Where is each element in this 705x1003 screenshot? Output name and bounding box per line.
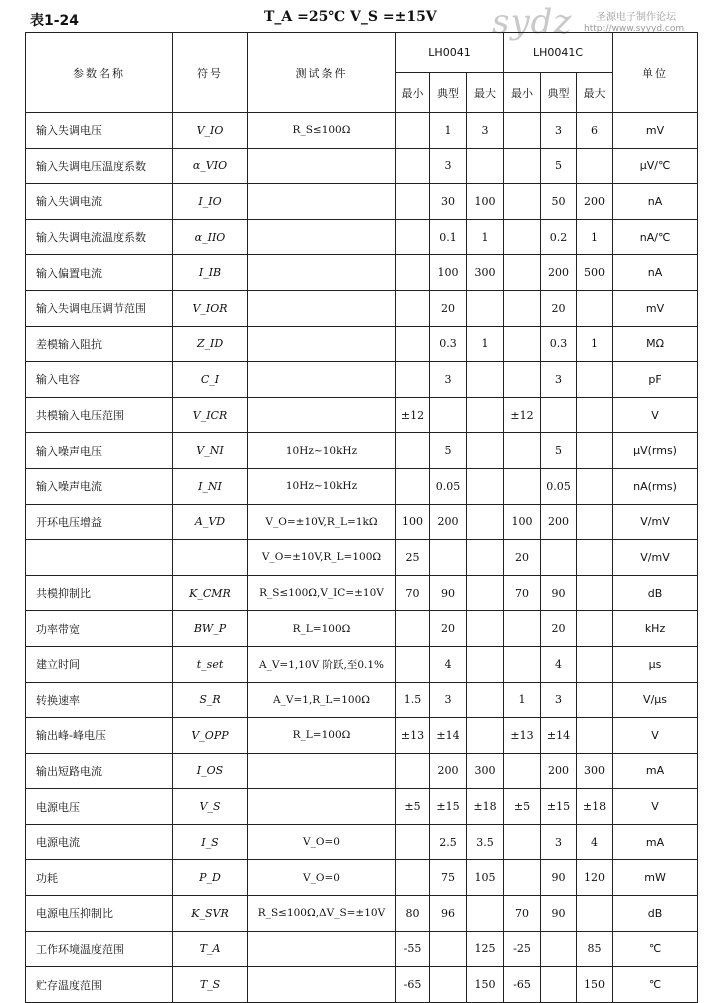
lh0041-typ-cell: 1 (430, 113, 467, 149)
lh0041-max-cell: 105 (467, 860, 504, 896)
table-row (26, 255, 698, 291)
table-row (26, 362, 698, 398)
table-row (26, 397, 698, 433)
table-row (26, 326, 698, 362)
lh0041c-typ-cell: 200 (541, 504, 577, 540)
lh0041-typ-cell (430, 967, 467, 1003)
test-condition-cell: R_S≤100Ω (248, 113, 396, 149)
test-condition-cell: A_V=1,R_L=100Ω (248, 682, 396, 718)
lh0041c-max-cell: 85 (577, 931, 613, 967)
lh0041-typ-cell: ±15 (430, 789, 467, 825)
unit-cell: nA (613, 255, 698, 291)
lh0041-typ-cell: 0.3 (430, 326, 467, 362)
lh0041-min-cell (396, 184, 430, 220)
lh0041c-max-cell: 120 (577, 860, 613, 896)
unit-cell: ℃ (613, 931, 698, 967)
lh0041-min-cell: 100 (396, 504, 430, 540)
lh0041-typ-cell: 75 (430, 860, 467, 896)
lh0041-max-cell (467, 468, 504, 504)
lh0041-min-cell (396, 468, 430, 504)
param-name-cell (26, 540, 173, 576)
lh0041c-max-cell: 4 (577, 824, 613, 860)
lh0041-max-cell: ±18 (467, 789, 504, 825)
lh0041-typ-cell: 30 (430, 184, 467, 220)
header-min: 最小 (396, 73, 430, 113)
lh0041-typ-cell: ±14 (430, 718, 467, 754)
symbol-cell: K_CMR (173, 575, 248, 611)
param-name-cell: 共模抑制比 (26, 575, 173, 611)
symbol-cell: Z_ID (173, 326, 248, 362)
test-condition-cell (248, 753, 396, 789)
lh0041c-min-cell: ±5 (504, 789, 541, 825)
test-condition-cell: R_S≤100Ω,ΔV_S=±10V (248, 896, 396, 932)
header-unit: 单位 (613, 33, 698, 113)
unit-cell: mA (613, 753, 698, 789)
lh0041c-max-cell (577, 540, 613, 576)
unit-cell: V/μs (613, 682, 698, 718)
unit-cell: mA (613, 824, 698, 860)
test-condition-cell (248, 397, 396, 433)
header-symbol: 符号 (173, 33, 248, 113)
lh0041c-max-cell (577, 718, 613, 754)
watermark-url: http://www.syyyd.com (584, 24, 685, 34)
spec-table (25, 32, 698, 1003)
table-row (26, 540, 698, 576)
test-conditions: T_A =25℃ V_S =±15V (264, 9, 437, 25)
symbol-cell: V_IO (173, 113, 248, 149)
lh0041-max-cell: 100 (467, 184, 504, 220)
lh0041-typ-cell: 20 (430, 611, 467, 647)
unit-cell: V/mV (613, 504, 698, 540)
lh0041-typ-cell (430, 397, 467, 433)
lh0041-min-cell (396, 753, 430, 789)
unit-cell: nA/℃ (613, 219, 698, 255)
param-name-cell: 输入失调电流温度系数 (26, 219, 173, 255)
table-row (26, 896, 698, 932)
header-test-conditions: 测试条件 (248, 33, 396, 113)
symbol-cell: V_ICR (173, 397, 248, 433)
lh0041c-min-cell (504, 290, 541, 326)
param-name-cell: 输入电容 (26, 362, 173, 398)
lh0041c-max-cell (577, 290, 613, 326)
table-row (26, 219, 698, 255)
lh0041c-max-cell (577, 468, 613, 504)
lh0041c-max-cell: 200 (577, 184, 613, 220)
lh0041c-max-cell (577, 148, 613, 184)
lh0041-typ-cell: 3 (430, 682, 467, 718)
lh0041-min-cell (396, 646, 430, 682)
lh0041-typ-cell: 200 (430, 753, 467, 789)
lh0041-max-cell: 150 (467, 967, 504, 1003)
lh0041-max-cell (467, 682, 504, 718)
param-name-cell: 输入失调电压调节范围 (26, 290, 173, 326)
symbol-cell: A_VD (173, 504, 248, 540)
lh0041c-typ-cell: 90 (541, 575, 577, 611)
table-row (26, 682, 698, 718)
lh0041-min-cell (396, 290, 430, 326)
lh0041c-min-cell: 1 (504, 682, 541, 718)
unit-cell: ℃ (613, 967, 698, 1003)
lh0041-typ-cell: 96 (430, 896, 467, 932)
unit-cell: mV (613, 290, 698, 326)
test-condition-cell (248, 219, 396, 255)
lh0041-min-cell: ±5 (396, 789, 430, 825)
table-row (26, 611, 698, 647)
lh0041c-typ-cell: ±15 (541, 789, 577, 825)
unit-cell: mV (613, 113, 698, 149)
lh0041c-typ-cell: 200 (541, 753, 577, 789)
lh0041c-min-cell: ±13 (504, 718, 541, 754)
lh0041-max-cell (467, 504, 504, 540)
lh0041-min-cell (396, 824, 430, 860)
table-row (26, 148, 698, 184)
table-row (26, 504, 698, 540)
unit-cell: μV(rms) (613, 433, 698, 469)
unit-cell: dB (613, 896, 698, 932)
lh0041-min-cell: ±12 (396, 397, 430, 433)
lh0041-max-cell (467, 575, 504, 611)
symbol-cell: I_IB (173, 255, 248, 291)
lh0041c-typ-cell (541, 931, 577, 967)
header-device-lh0041c: LH0041C (504, 33, 613, 73)
lh0041c-max-cell: 6 (577, 113, 613, 149)
lh0041c-min-cell (504, 646, 541, 682)
lh0041c-typ-cell: 20 (541, 611, 577, 647)
symbol-cell: I_NI (173, 468, 248, 504)
param-name-cell: 转换速率 (26, 682, 173, 718)
lh0041c-typ-cell: 90 (541, 896, 577, 932)
test-condition-cell: V_O=0 (248, 824, 396, 860)
param-name-cell: 输入噪声电流 (26, 468, 173, 504)
lh0041c-typ-cell: 90 (541, 860, 577, 896)
unit-cell: μV/℃ (613, 148, 698, 184)
lh0041c-typ-cell: 3 (541, 682, 577, 718)
test-condition-cell (248, 931, 396, 967)
test-condition-cell (248, 967, 396, 1003)
symbol-cell (173, 540, 248, 576)
header-max: 最大 (467, 73, 504, 113)
lh0041-max-cell: 1 (467, 326, 504, 362)
lh0041c-min-cell (504, 326, 541, 362)
param-name-cell: 电源电压 (26, 789, 173, 825)
lh0041-typ-cell: 4 (430, 646, 467, 682)
lh0041c-min-cell (504, 860, 541, 896)
lh0041c-min-cell (504, 148, 541, 184)
lh0041c-typ-cell: ±14 (541, 718, 577, 754)
table-row (26, 753, 698, 789)
lh0041c-min-cell: 70 (504, 896, 541, 932)
symbol-cell: P_D (173, 860, 248, 896)
lh0041-typ-cell: 0.05 (430, 468, 467, 504)
param-name-cell: 建立时间 (26, 646, 173, 682)
lh0041-typ-cell: 100 (430, 255, 467, 291)
header-typ: 典型 (430, 73, 467, 113)
lh0041c-max-cell (577, 682, 613, 718)
lh0041-min-cell: -65 (396, 967, 430, 1003)
symbol-cell: t_set (173, 646, 248, 682)
lh0041-max-cell (467, 290, 504, 326)
lh0041c-typ-cell (541, 397, 577, 433)
lh0041-max-cell (467, 611, 504, 647)
unit-cell: MΩ (613, 326, 698, 362)
symbol-cell: V_IOR (173, 290, 248, 326)
test-condition-cell: 10Hz~10kHz (248, 468, 396, 504)
test-condition-cell: R_L=100Ω (248, 611, 396, 647)
lh0041c-min-cell: 20 (504, 540, 541, 576)
lh0041c-max-cell (577, 433, 613, 469)
lh0041c-max-cell: 150 (577, 967, 613, 1003)
unit-cell: kHz (613, 611, 698, 647)
lh0041c-min-cell (504, 611, 541, 647)
lh0041-max-cell: 3.5 (467, 824, 504, 860)
test-condition-cell (248, 789, 396, 825)
symbol-cell: I_S (173, 824, 248, 860)
test-condition-cell (248, 184, 396, 220)
lh0041c-max-cell: 1 (577, 326, 613, 362)
param-name-cell: 共模输入电压范围 (26, 397, 173, 433)
test-condition-cell: V_O=±10V,R_L=1kΩ (248, 504, 396, 540)
lh0041-typ-cell: 3 (430, 362, 467, 398)
lh0041c-min-cell: -65 (504, 967, 541, 1003)
lh0041c-typ-cell: 0.3 (541, 326, 577, 362)
header-param: 参数名称 (26, 33, 173, 113)
lh0041c-min-cell: 70 (504, 575, 541, 611)
lh0041c-min-cell: ±12 (504, 397, 541, 433)
param-name-cell: 输入噪声电压 (26, 433, 173, 469)
table-row (26, 575, 698, 611)
lh0041-min-cell: 1.5 (396, 682, 430, 718)
lh0041c-min-cell (504, 184, 541, 220)
lh0041c-min-cell: 100 (504, 504, 541, 540)
lh0041-min-cell (396, 148, 430, 184)
symbol-cell: T_A (173, 931, 248, 967)
lh0041-typ-cell: 200 (430, 504, 467, 540)
lh0041-max-cell (467, 718, 504, 754)
test-condition-cell (248, 148, 396, 184)
lh0041c-typ-cell: 3 (541, 362, 577, 398)
lh0041-min-cell (396, 611, 430, 647)
test-condition-cell: V_O=0 (248, 860, 396, 896)
unit-cell: nA (613, 184, 698, 220)
lh0041-typ-cell: 5 (430, 433, 467, 469)
lh0041-max-cell (467, 896, 504, 932)
lh0041-max-cell (467, 362, 504, 398)
lh0041-min-cell: ±13 (396, 718, 430, 754)
watermark-site-name: 圣源电子制作论坛 (596, 12, 676, 23)
table-row (26, 290, 698, 326)
symbol-cell: α_IIO (173, 219, 248, 255)
test-condition-cell: R_L=100Ω (248, 718, 396, 754)
lh0041-min-cell (396, 860, 430, 896)
header-device-lh0041: LH0041 (396, 33, 504, 73)
unit-cell: nA(rms) (613, 468, 698, 504)
param-name-cell: 功耗 (26, 860, 173, 896)
table-row (26, 931, 698, 967)
symbol-cell: T_S (173, 967, 248, 1003)
param-name-cell: 电源电压抑制比 (26, 896, 173, 932)
table-row (26, 468, 698, 504)
lh0041-min-cell (396, 433, 430, 469)
lh0041-max-cell (467, 148, 504, 184)
lh0041-min-cell: -55 (396, 931, 430, 967)
test-condition-cell: 10Hz~10kHz (248, 433, 396, 469)
table-row (26, 789, 698, 825)
symbol-cell: V_S (173, 789, 248, 825)
table-row (26, 113, 698, 149)
lh0041-max-cell (467, 433, 504, 469)
test-condition-cell (248, 362, 396, 398)
lh0041c-min-cell: -25 (504, 931, 541, 967)
symbol-cell: I_OS (173, 753, 248, 789)
lh0041c-typ-cell: 4 (541, 646, 577, 682)
lh0041c-max-cell (577, 896, 613, 932)
symbol-cell: C_I (173, 362, 248, 398)
lh0041c-typ-cell: 0.05 (541, 468, 577, 504)
table-row (26, 184, 698, 220)
test-condition-cell (248, 326, 396, 362)
param-name-cell: 输出峰-峰电压 (26, 718, 173, 754)
unit-cell: pF (613, 362, 698, 398)
lh0041-max-cell: 125 (467, 931, 504, 967)
unit-cell: mW (613, 860, 698, 896)
lh0041c-min-cell (504, 255, 541, 291)
param-name-cell: 工作环境温度范围 (26, 931, 173, 967)
lh0041-typ-cell: 90 (430, 575, 467, 611)
lh0041c-min-cell (504, 433, 541, 469)
lh0041c-max-cell (577, 504, 613, 540)
symbol-cell: α_VIO (173, 148, 248, 184)
lh0041c-typ-cell: 5 (541, 433, 577, 469)
header-max: 最大 (577, 73, 613, 113)
lh0041c-max-cell: 1 (577, 219, 613, 255)
unit-cell: V (613, 397, 698, 433)
header-min: 最小 (504, 73, 541, 113)
lh0041-min-cell (396, 326, 430, 362)
lh0041c-max-cell (577, 362, 613, 398)
lh0041-typ-cell: 2.5 (430, 824, 467, 860)
test-condition-cell: V_O=±10V,R_L=100Ω (248, 540, 396, 576)
table-row (26, 433, 698, 469)
lh0041-typ-cell: 3 (430, 148, 467, 184)
test-condition-cell: A_V=1,10V 阶跃,至0.1% (248, 646, 396, 682)
lh0041c-typ-cell: 5 (541, 148, 577, 184)
symbol-cell: BW_P (173, 611, 248, 647)
lh0041-max-cell: 1 (467, 219, 504, 255)
unit-cell: dB (613, 575, 698, 611)
param-name-cell: 差模输入阻抗 (26, 326, 173, 362)
table-number: 表1-24 (30, 13, 80, 29)
lh0041c-min-cell (504, 753, 541, 789)
lh0041-min-cell (396, 362, 430, 398)
param-name-cell: 输出短路电流 (26, 753, 173, 789)
lh0041-min-cell: 25 (396, 540, 430, 576)
param-name-cell: 功率带宽 (26, 611, 173, 647)
lh0041-min-cell (396, 113, 430, 149)
lh0041-max-cell: 300 (467, 255, 504, 291)
lh0041c-max-cell (577, 575, 613, 611)
test-condition-cell: R_S≤100Ω,V_IC=±10V (248, 575, 396, 611)
lh0041-typ-cell (430, 540, 467, 576)
unit-cell: V (613, 789, 698, 825)
lh0041-min-cell: 80 (396, 896, 430, 932)
table-row (26, 718, 698, 754)
symbol-cell: K_SVR (173, 896, 248, 932)
lh0041-typ-cell: 20 (430, 290, 467, 326)
lh0041-max-cell: 300 (467, 753, 504, 789)
lh0041c-typ-cell: 50 (541, 184, 577, 220)
param-name-cell: 开环电压增益 (26, 504, 173, 540)
lh0041c-max-cell: 300 (577, 753, 613, 789)
param-name-cell: 输入失调电压 (26, 113, 173, 149)
lh0041c-typ-cell (541, 967, 577, 1003)
lh0041c-max-cell (577, 611, 613, 647)
param-name-cell: 贮存温度范围 (26, 967, 173, 1003)
watermark-logo: sydz (492, 2, 573, 42)
lh0041-typ-cell (430, 931, 467, 967)
param-name-cell: 输入偏置电流 (26, 255, 173, 291)
symbol-cell: S_R (173, 682, 248, 718)
lh0041-min-cell: 70 (396, 575, 430, 611)
table-row (26, 967, 698, 1003)
lh0041c-min-cell (504, 824, 541, 860)
unit-cell: V/mV (613, 540, 698, 576)
lh0041c-min-cell (504, 219, 541, 255)
lh0041c-typ-cell: 20 (541, 290, 577, 326)
lh0041c-max-cell (577, 646, 613, 682)
lh0041-max-cell (467, 540, 504, 576)
lh0041c-typ-cell: 3 (541, 824, 577, 860)
lh0041-max-cell (467, 397, 504, 433)
test-condition-cell (248, 255, 396, 291)
symbol-cell: I_IO (173, 184, 248, 220)
unit-cell: V (613, 718, 698, 754)
lh0041c-min-cell (504, 468, 541, 504)
lh0041c-typ-cell (541, 540, 577, 576)
table-row (26, 646, 698, 682)
lh0041c-typ-cell: 3 (541, 113, 577, 149)
unit-cell: μs (613, 646, 698, 682)
table-row (26, 824, 698, 860)
lh0041-min-cell (396, 255, 430, 291)
param-name-cell: 输入失调电压温度系数 (26, 148, 173, 184)
lh0041c-min-cell (504, 113, 541, 149)
table-row (26, 860, 698, 896)
lh0041c-max-cell: 500 (577, 255, 613, 291)
param-name-cell: 电源电流 (26, 824, 173, 860)
lh0041c-max-cell (577, 397, 613, 433)
lh0041c-typ-cell: 200 (541, 255, 577, 291)
lh0041-min-cell (396, 219, 430, 255)
test-condition-cell (248, 290, 396, 326)
param-name-cell: 输入失调电流 (26, 184, 173, 220)
lh0041-typ-cell: 0.1 (430, 219, 467, 255)
header-typ: 典型 (541, 73, 577, 113)
symbol-cell: V_NI (173, 433, 248, 469)
lh0041c-max-cell: ±18 (577, 789, 613, 825)
lh0041-max-cell: 3 (467, 113, 504, 149)
lh0041-max-cell (467, 646, 504, 682)
lh0041c-typ-cell: 0.2 (541, 219, 577, 255)
symbol-cell: V_OPP (173, 718, 248, 754)
lh0041c-min-cell (504, 362, 541, 398)
